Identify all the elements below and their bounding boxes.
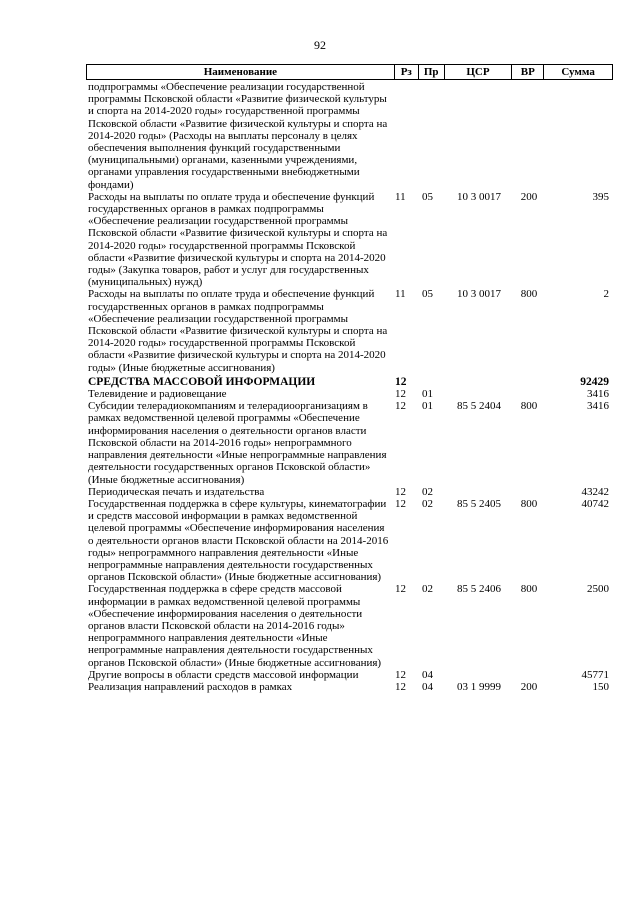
table-row xyxy=(86,376,613,388)
cell-name: Периодическая печать и издательства xyxy=(88,485,265,498)
cell-csr xyxy=(445,486,513,498)
cell-name: Расходы на выплаты по оплате труда и обеспечение функций государственных органов в рамках подпрограммы «Обеспечение реализации государственной программы Псковской области «Развитие физической культуры и спорта на 2014-2020 годы» государственной программы Псковской области «Развитие физической культуры и спорта на 2014-2020 годы» (Закупка товаров, работ и услуг для государственных (муниципальных) нужд) xyxy=(88,190,388,289)
cell-csr xyxy=(445,388,513,400)
cell-csr xyxy=(445,81,513,191)
cell-csr: 03 1 9999 xyxy=(457,680,501,693)
cell-name: Государственная поддержка в сфере средств массовой информации в рамках ведомственной целевой программы «Обеспечение информирования населения о деятельности органов власти Псковской области на 2014-2016 годы» непрограммного направления деятельности «Иные непрограммные направления деятельности государственных органов Псковской области» (Иные бюджетные ассигнования) xyxy=(88,583,382,669)
header-name: Наименование xyxy=(87,65,395,79)
header-pr: Пр xyxy=(419,65,445,79)
cell-name: Субсидии телерадиокомпаниям и телерадиоорганизациям в рамках ведомственной целевой программы «Обеспечение информирования населения о деятельности органов власти Псковской области на 2014-2016 годы» непрограммного направления деятельности «Иные непрограммные направления деятельности государственных органов Псковской области» (Иные бюджетные ассигнования) xyxy=(88,400,387,486)
cell-name: Другие вопросы в области средств массовой информации xyxy=(88,668,359,681)
cell-sum: 150 xyxy=(592,680,609,693)
cell-pr xyxy=(419,81,445,191)
cell-pr: 02 xyxy=(422,583,433,596)
cell-pr: 05 xyxy=(422,288,433,301)
table-row xyxy=(86,583,613,668)
cell-name: Государственная поддержка в сфере культуры, кинематографии и средств массовой информации в рамках ведомственной целевой программы «Обеспечение информирования населения о деятельности органов власти Псковской области на 2014-2016 годы» непрограммного направления деятельности «Иные непрограммные направления деятельности государственных органов Псковской области» (Иные бюджетные ассигнования) xyxy=(88,497,389,584)
cell-name: СРЕДСТВА МАССОВОЙ ИНФОРМАЦИИ xyxy=(88,375,316,388)
cell-vr: 800 xyxy=(520,288,538,301)
cell-rz: 12 xyxy=(395,668,406,681)
cell-rz: 11 xyxy=(395,190,406,203)
table-row xyxy=(86,388,613,400)
cell-pr: 04 xyxy=(422,668,433,681)
table-row xyxy=(86,669,613,681)
cell-vr: 800 xyxy=(520,497,538,510)
cell-csr xyxy=(445,376,513,388)
cell-rz: 12 xyxy=(395,497,406,510)
table-row xyxy=(86,288,613,373)
cell-vr xyxy=(513,669,545,681)
cell-rz: 12 xyxy=(395,400,406,413)
cell-rz: 12 xyxy=(395,680,406,693)
cell-name: Телевидение и радиовещание xyxy=(88,388,227,401)
cell-pr: 05 xyxy=(422,190,433,203)
cell-pr: 02 xyxy=(422,485,433,498)
cell-sum: 3416 xyxy=(587,400,609,413)
cell-rz xyxy=(395,81,419,191)
cell-vr xyxy=(513,376,545,388)
cell-rz: 12 xyxy=(395,388,406,401)
cell-pr: 01 xyxy=(422,400,433,413)
header-vr: ВР xyxy=(512,65,544,79)
page-number: 92 xyxy=(314,38,326,52)
table-row xyxy=(86,498,613,583)
cell-sum: 3416 xyxy=(587,388,609,401)
cell-rz: 12 xyxy=(395,485,406,498)
cell-sum: 2 xyxy=(603,288,609,301)
cell-vr xyxy=(513,486,545,498)
cell-csr: 10 3 0017 xyxy=(457,190,501,203)
cell-name: Реализация направлений расходов в рамках xyxy=(88,680,293,693)
cell-sum: 43242 xyxy=(581,485,609,498)
cell-vr: 200 xyxy=(520,190,538,203)
cell-sum: 2500 xyxy=(587,583,609,596)
table-header xyxy=(86,64,613,80)
cell-vr xyxy=(513,388,545,400)
cell-pr xyxy=(419,376,445,388)
cell-csr xyxy=(445,669,513,681)
table-body xyxy=(86,81,613,693)
table-row xyxy=(86,400,613,485)
cell-sum: 45771 xyxy=(581,668,609,681)
table-row xyxy=(86,81,613,191)
cell-sum: 395 xyxy=(592,190,609,203)
cell-sum: 92429 xyxy=(580,375,609,388)
cell-vr: 200 xyxy=(520,680,538,693)
budget-table xyxy=(86,64,613,693)
cell-vr xyxy=(513,81,545,191)
cell-csr: 85 5 2405 xyxy=(457,497,501,510)
cell-pr: 02 xyxy=(422,497,433,510)
cell-sum: 40742 xyxy=(581,497,609,510)
table-row xyxy=(86,681,613,693)
table-row xyxy=(86,486,613,498)
cell-vr: 800 xyxy=(520,400,538,413)
cell-vr: 800 xyxy=(520,583,538,596)
cell-pr: 01 xyxy=(422,388,433,401)
cell-csr: 85 5 2406 xyxy=(457,583,501,596)
cell-csr: 10 3 0017 xyxy=(457,288,501,301)
cell-rz: 11 xyxy=(395,288,406,301)
header-csr: ЦСР xyxy=(445,65,513,79)
header-sum: Сумма xyxy=(561,66,595,78)
header-rz: Рз xyxy=(395,65,419,79)
cell-name: Расходы на выплаты по оплате труда и обеспечение функций государственных органов в рамках подпрограммы «Обеспечение реализации государственной программы Псковской области «Развитие физической культуры и спорта на 2014-2020 годы» государственной программы Псковской области «Развитие физической культуры и спорта на 2014-2020 годы» (Иные бюджетные ассигнования) xyxy=(88,288,388,374)
cell-rz: 12 xyxy=(395,583,406,596)
cell-csr: 85 5 2404 xyxy=(457,400,501,413)
cell-rz: 12 xyxy=(395,375,407,388)
table-row xyxy=(86,191,613,289)
cell-name: подпрограммы «Обеспечение реализации государственной программы Псковской области «Развитие физической культуры и спорта на 2014-2020 годы» государственной программы Псковской области «Развитие физической культуры и спорта на 2014-2020 годы» (Расходы на выплаты персоналу в целях обеспечения выполнения функций государственными (муниципальными) органами, казенными учреждениями, органами управления государственными внебюджетными фондами) xyxy=(88,81,388,191)
cell-pr: 04 xyxy=(422,680,433,693)
cell-sum xyxy=(545,81,613,191)
